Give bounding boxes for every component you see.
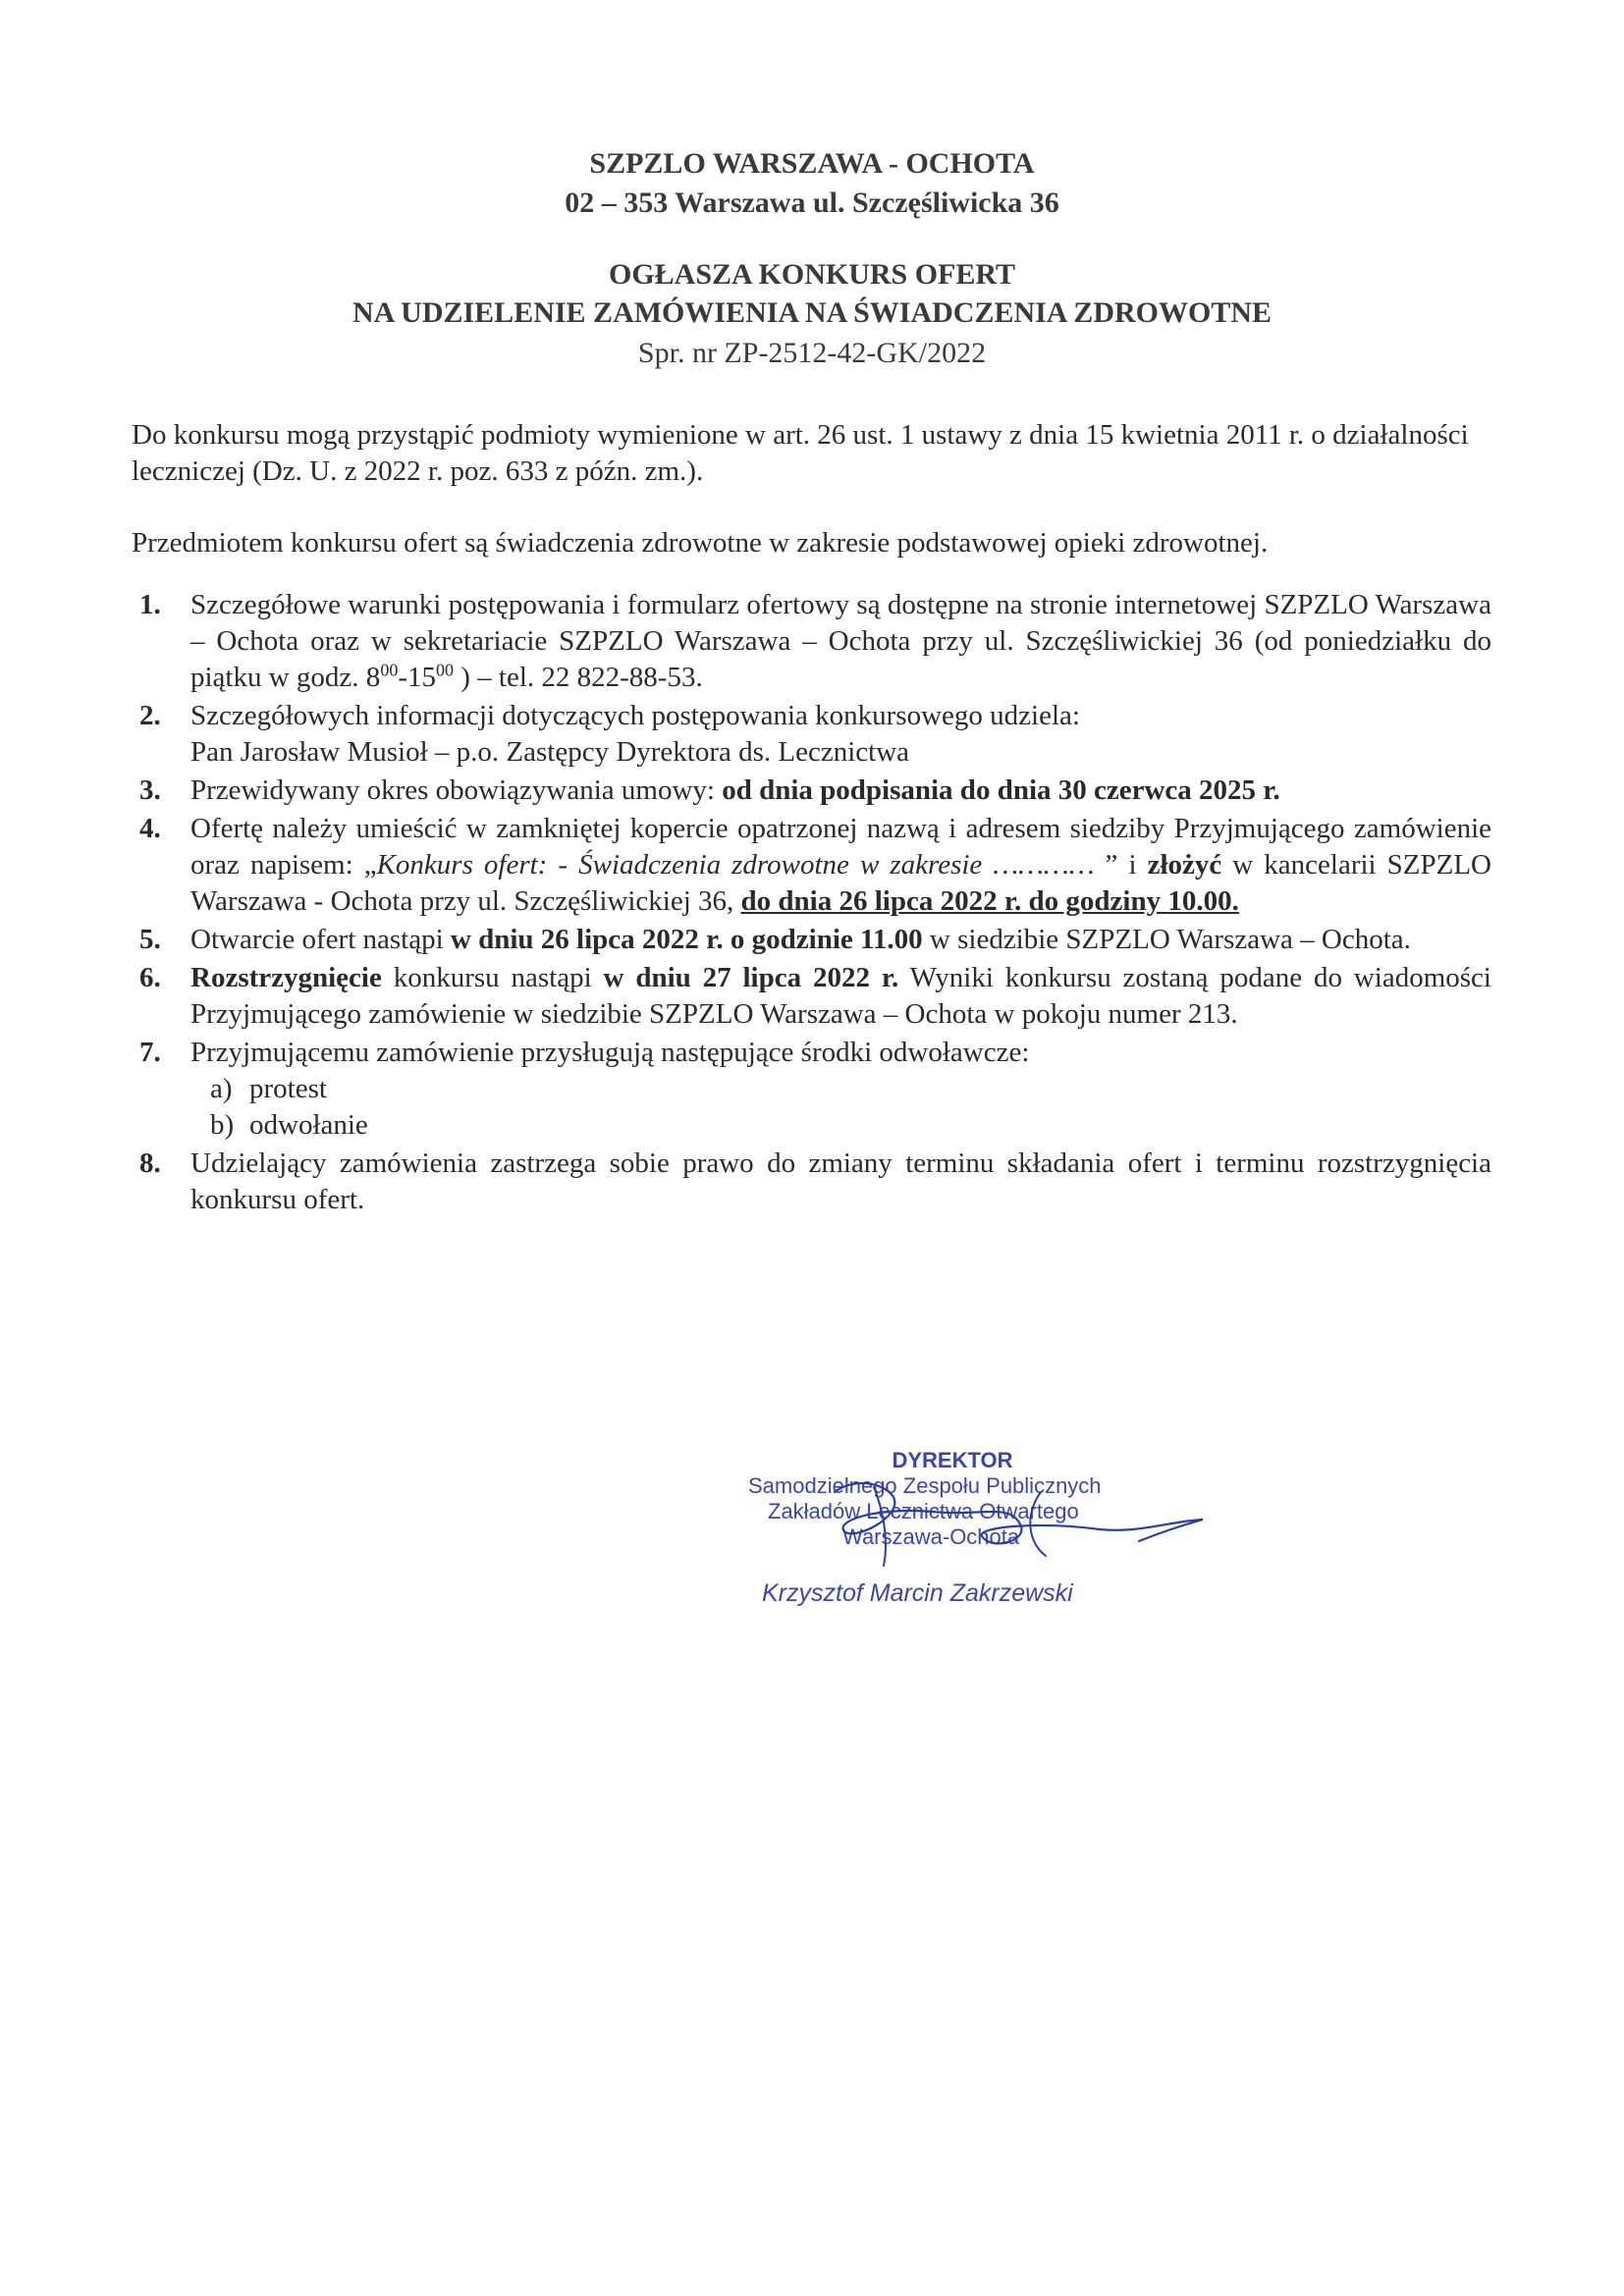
remedies-list [190, 1071, 1491, 1144]
intro-paragraph-eligibility: Do konkursu mogą przystąpić podmioty wymienione w art. 26 ust. 1 ustawy z dnia 15 kwietnia 2011 r. o działalności leczniczej (Dz. U. z 2022 r. poz. 633 z późn. zm.). [132, 419, 1469, 487]
handwritten-signature [815, 1472, 1227, 1580]
hour-superscript: 00 [380, 660, 399, 680]
hour-superscript: 00 [435, 660, 454, 680]
deadline: do dnia 26 lipca 2022 r. do godziny 10.00. [740, 885, 1239, 917]
list-item [132, 960, 1491, 1033]
stamp-line: Warszawa-Ochota [842, 1524, 1020, 1549]
envelope-label: Konkurs ofert: - Świadczenia zdrowotne w zakresie ………… [376, 849, 1106, 881]
case-number: Spr. nr ZP-2512-42-GK/2022 [637, 337, 987, 369]
announcement-title: OGŁASZA KONKURS OFERT [608, 258, 1016, 291]
list-item [132, 1035, 1491, 1144]
remedy-item [210, 1071, 1491, 1107]
item-number: 2. [139, 700, 161, 731]
item-text: ” i [1105, 849, 1148, 881]
item-text: Szczegółowych informacji dotyczących postępowania konkursowego udziela: [190, 700, 1080, 731]
item-number: 8. [139, 1148, 161, 1179]
stamp-title: DYREKTOR [892, 1448, 1013, 1472]
item-text: Wyniki konkursu zostaną podane do wiadomości Przyjmującego zamówienie w siedzibie SZPZLO Warszawa – Ochota w pokoju numer 213. [190, 962, 1491, 1030]
submit-word: złożyć [1147, 849, 1222, 881]
item-text: konkursu nastąpi [381, 962, 604, 993]
item-number: 3. [139, 774, 161, 806]
list-item [132, 773, 1491, 809]
remedy-letter: a) [210, 1073, 233, 1104]
item-text: w kancelarii SZPZLO Warszawa - Ochota przy ul. Szczęśliwickiej 36, [190, 849, 1491, 917]
item-text: Przyjmującemu zamówienie przysługują następujące środki odwoławcze: [190, 1037, 1030, 1068]
item-text: Otwarcie ofert nastąpi [190, 924, 451, 955]
org-name: SZPZLO WARSZAWA - OCHOTA [589, 147, 1035, 180]
item-text: Ofertę należy umieścić w zamkniętej kopercie opatrzonej nazwą i adresem siedziby Przyjmującego zamówienie oraz napisem: „ [190, 813, 1491, 881]
list-item [132, 698, 1491, 771]
announcement-subtitle: NA UDZIELENIE ZAMÓWIENIA NA ŚWIADCZENIA ZDROWOTNE [352, 296, 1272, 329]
contract-period: od dnia podpisania do dnia 30 czerwca 2025 r. [722, 774, 1280, 806]
list-item [132, 1146, 1491, 1218]
remedy-text: protest [249, 1073, 327, 1104]
item-text: Udzielający zamówienia zastrzega sobie prawo do zmiany terminu składania ofert i terminu rozstrzygnięcia konkursu ofert. [190, 1148, 1491, 1215]
remedy-text: odwołanie [249, 1109, 368, 1141]
item-text: -15 [398, 662, 436, 693]
remedy-item [210, 1107, 1491, 1144]
item-number: 6. [139, 962, 161, 993]
intro-paragraph-subject: Przedmiotem konkursu ofert są świadczenia zdrowotne w zakresie podstawowej opieki zdrowotnej. [132, 527, 1269, 559]
list-item [132, 922, 1491, 958]
list-item [132, 587, 1491, 696]
director-name: Krzysztof Marcin Zakrzewski [762, 1579, 1073, 1607]
org-address: 02 – 353 Warszawa ul. Szczęśliwicka 36 [565, 187, 1059, 219]
resolution-word: Rozstrzygnięcie [190, 962, 382, 993]
item-number: 4. [139, 813, 161, 844]
conditions-list [132, 587, 1491, 1220]
item-number: 1. [139, 589, 161, 620]
item-text: ) – tel. 22 822-88-53. [453, 662, 703, 693]
remedy-letter: b) [210, 1109, 235, 1141]
stamp-line: Samodzielnego Zespołu Publicznych [748, 1473, 1102, 1498]
contact-person: Pan Jarosław Musioł – p.o. Zastępcy Dyrektora ds. Lecznictwa [190, 736, 910, 768]
item-number: 7. [139, 1037, 161, 1068]
item-text: w siedzibie SZPZLO Warszawa – Ochota. [922, 924, 1411, 955]
resolution-date: w dniu 27 lipca 2022 r. [603, 962, 899, 993]
item-number: 5. [139, 924, 161, 955]
item-text: Szczegółowe warunki postępowania i formularz ofertowy są dostępne na stronie internetowej SZPZLO Warszawa – Ochota oraz w sekretariacie SZPZLO Warszawa – Ochota przy ul. Szczęśliwickiej 36 (od poniedziałku do piątku w godz. 8 [190, 589, 1491, 693]
item-text: Przewidywany okres obowiązywania umowy: [190, 774, 723, 806]
list-item [132, 811, 1491, 920]
stamp-line: Zakładów Lecznictwa Otwartego [768, 1499, 1079, 1523]
opening-date: w dniu 26 lipca 2022 r. o godzinie 11.00 [450, 924, 923, 955]
